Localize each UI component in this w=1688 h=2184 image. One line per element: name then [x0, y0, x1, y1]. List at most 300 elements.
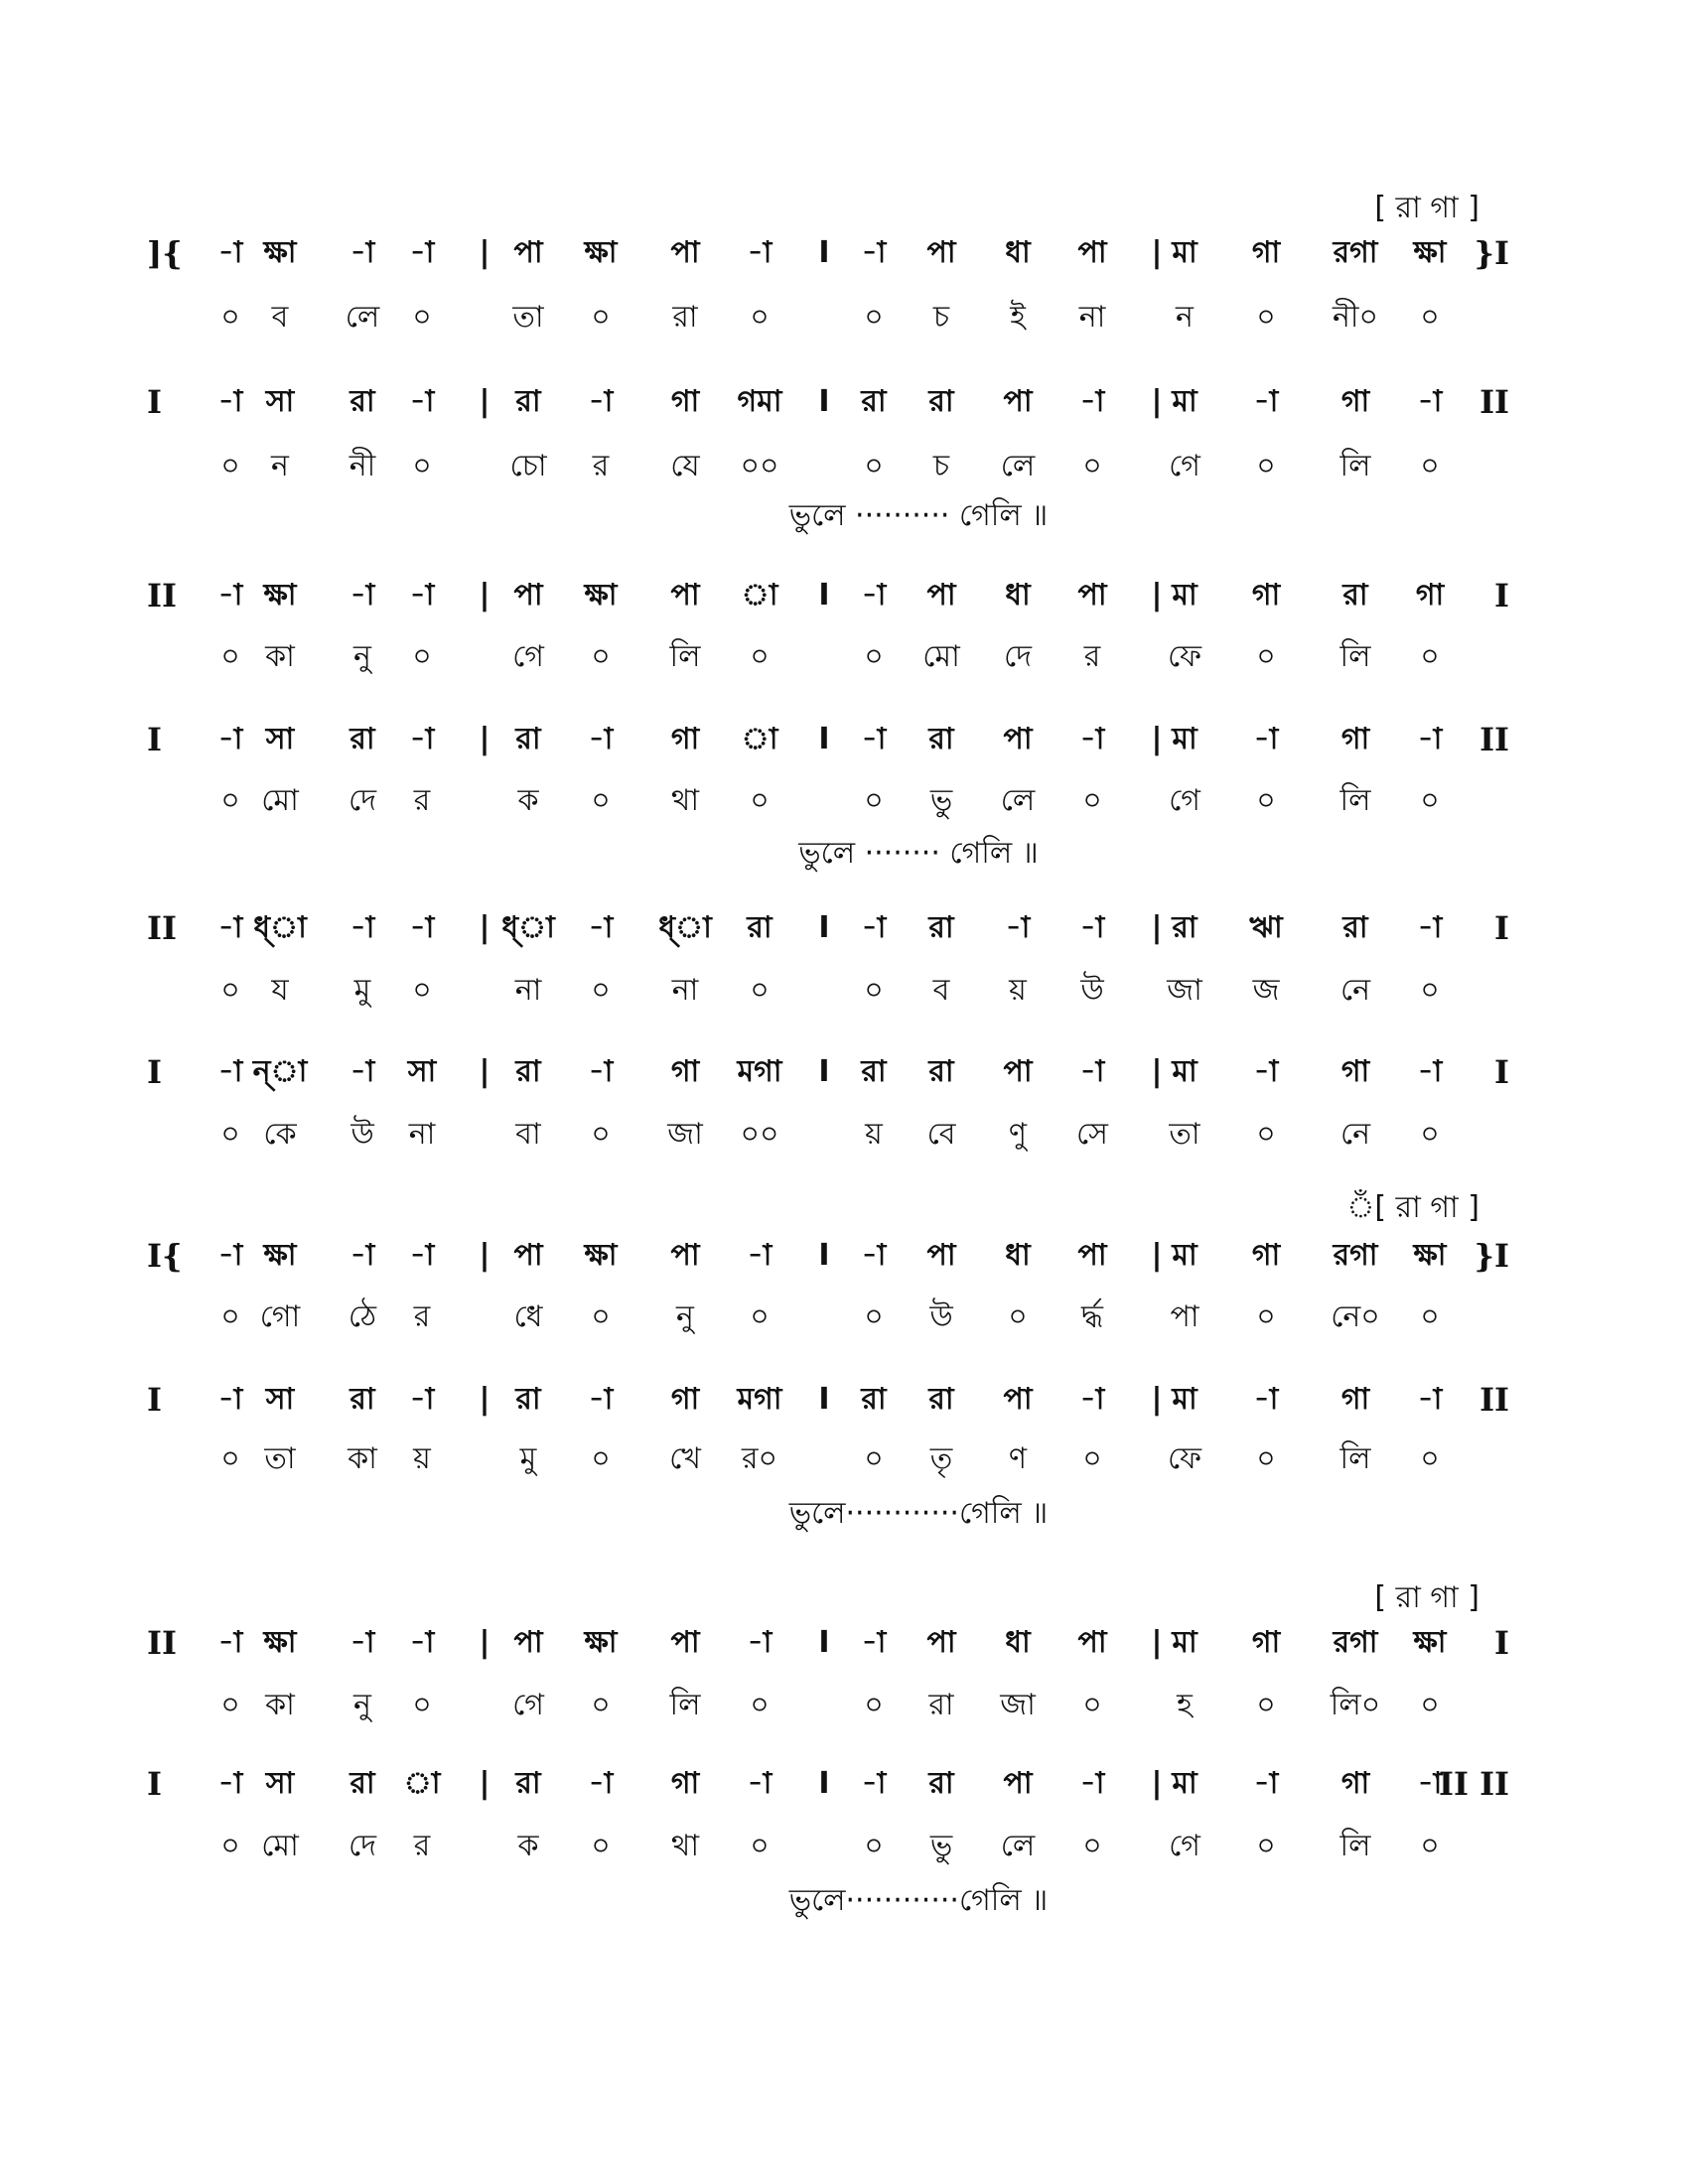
note-cell: সা: [407, 1054, 437, 1089]
note-cell: -া: [217, 1766, 243, 1801]
note-cell: -া: [861, 1625, 887, 1660]
lyric-cell: র্দ্ধ: [1080, 1299, 1104, 1334]
lyric-cell: মো: [922, 639, 960, 674]
lyric-cell: ০: [591, 1299, 611, 1334]
note-cell: -া: [747, 1766, 773, 1801]
bar-marker-start: I: [147, 1765, 162, 1803]
note-cell: -া: [588, 384, 614, 419]
lyric-cell: জ: [1252, 973, 1280, 1008]
note-cell: মা: [1172, 578, 1197, 613]
lyric-cell: নু: [676, 1299, 694, 1334]
lyric-cell: ০: [1256, 1441, 1276, 1476]
lyrics-line: [0, 288, 1688, 347]
bar-divider: |: [1151, 1054, 1163, 1089]
bar-marker-start: I: [147, 721, 162, 758]
note-cell: পা: [670, 1625, 700, 1660]
bar-marker-start: I: [147, 1381, 162, 1419]
lyrics-line: [0, 1817, 1688, 1876]
notes-line: [0, 1754, 1688, 1814]
lyric-cell: তৃ: [929, 1441, 953, 1476]
note-cell: -া: [588, 910, 614, 945]
lyric-cell: র: [592, 449, 610, 483]
note-cell: মা: [1172, 384, 1197, 419]
note-cell: ঋা: [1249, 910, 1283, 945]
note-cell: রগা: [1333, 1625, 1378, 1660]
lyric-cell: লি: [669, 639, 701, 674]
note-cell: -া: [588, 1054, 614, 1089]
note-cell: -া: [861, 235, 887, 270]
notes-line: [0, 566, 1688, 625]
bar-marker-end: I: [1494, 1624, 1509, 1662]
note-cell: গা: [1340, 1766, 1370, 1801]
note-cell: -া: [409, 722, 435, 756]
lyric-cell: লি: [669, 1688, 701, 1722]
note-cell: গা: [1340, 384, 1370, 419]
lyric-cell: লে: [345, 300, 380, 335]
lyric-cell: ০: [750, 973, 770, 1008]
lyric-cell: তা: [512, 300, 544, 335]
lyric-cell: য়: [413, 1441, 431, 1476]
lyric-cell: ০০: [740, 1117, 779, 1152]
note-cell: রা: [515, 722, 541, 756]
note-cell: -া: [861, 722, 887, 756]
lyric-cell: ০: [864, 449, 884, 483]
lyric-cell: না: [408, 1117, 436, 1152]
lyric-cell: উ: [929, 1299, 953, 1334]
note-cell: -া: [1253, 384, 1279, 419]
bar-marker-start: I: [147, 383, 162, 421]
lyric-cell: লি: [1339, 639, 1371, 674]
lyric-cell: ণ: [1008, 1441, 1028, 1476]
lyric-cell: ০: [750, 1688, 770, 1722]
bar-divider: |: [1151, 384, 1163, 419]
note-cell: -া: [747, 1625, 773, 1660]
bar-divider: |: [1151, 1238, 1163, 1273]
lyric-cell: লে: [1000, 1829, 1036, 1863]
lyric-cell: তা: [1169, 1117, 1200, 1152]
lyric-cell: গে: [512, 639, 544, 674]
lyric-cell: বে: [926, 1117, 956, 1152]
lyric-cell: মো: [261, 783, 299, 818]
bar-marker-end: }I: [1474, 234, 1509, 272]
lyric-cell: ০: [412, 639, 432, 674]
lyric-cell: ০: [1420, 783, 1440, 818]
note-cell: রা: [515, 384, 541, 419]
lyric-cell: ০: [1082, 783, 1102, 818]
lyric-cell: ০০: [740, 449, 779, 483]
bar-divider: I: [818, 1238, 830, 1273]
lyric-cell: ০: [1420, 1441, 1440, 1476]
lyric-cell: ০: [591, 639, 611, 674]
note-cell: পা: [1077, 1625, 1107, 1660]
note-cell: রা: [515, 1766, 541, 1801]
notes-line: [0, 710, 1688, 769]
note-cell: -া: [217, 1382, 243, 1417]
bar-divider: I: [818, 1625, 830, 1660]
lyric-cell: ণু: [1008, 1117, 1028, 1152]
note-cell: -া: [588, 1382, 614, 1417]
note-cell: ক্ষা: [584, 1625, 618, 1660]
lyric-cell: নে: [1339, 1117, 1371, 1152]
notes-line: [0, 1042, 1688, 1102]
note-cell: গা: [1340, 1382, 1370, 1417]
lyric-cell: ০: [591, 973, 611, 1008]
note-cell: ধা: [1005, 235, 1031, 270]
lyric-cell: লি০: [1330, 1688, 1381, 1722]
lyric-cell: পা: [1170, 1299, 1199, 1334]
note-cell: -া: [350, 1054, 375, 1089]
bar-divider: |: [479, 1766, 491, 1801]
lyric-cell: র: [413, 783, 431, 818]
lyric-cell: ন: [271, 449, 289, 483]
note-cell: পা: [670, 235, 700, 270]
lyric-cell: হ: [1177, 1688, 1193, 1722]
note-cell: গা: [1340, 1054, 1370, 1089]
note-cell: মা: [1172, 1382, 1197, 1417]
lyric-cell: র: [413, 1829, 431, 1863]
refrain-line: [0, 829, 1688, 880]
lyric-cell: ০: [412, 449, 432, 483]
note-cell: পা: [513, 235, 543, 270]
lyric-cell: ০: [1008, 1299, 1028, 1334]
lyric-cell: ০: [1420, 639, 1440, 674]
bar-divider: |: [1151, 1766, 1163, 1801]
bar-marker-start: II: [147, 909, 177, 947]
bar-divider: I: [818, 578, 830, 613]
note-cell: ন্া: [252, 1054, 308, 1089]
bar-marker-end: I: [1494, 577, 1509, 614]
note-cell: -া: [217, 235, 243, 270]
lyric-cell: নে০: [1331, 1299, 1380, 1334]
lyrics-line: [0, 771, 1688, 831]
note-cell: -া: [1417, 1054, 1443, 1089]
note-cell: া: [403, 1766, 441, 1801]
note-cell: ক্ষা: [263, 578, 297, 613]
lyric-cell: জা: [1167, 973, 1202, 1008]
lyric-cell: লি: [1339, 1441, 1371, 1476]
note-cell: ধা: [1005, 1625, 1031, 1660]
bar-divider: |: [1151, 1382, 1163, 1417]
lyric-cell: ০: [1082, 1688, 1102, 1722]
note-cell: -া: [350, 235, 375, 270]
lyric-cell: লি: [1339, 449, 1371, 483]
note-cell: -া: [1005, 910, 1031, 945]
notes-line: [0, 1226, 1688, 1286]
note-cell: গা: [670, 1382, 700, 1417]
note-cell: পা: [926, 1625, 956, 1660]
note-cell: -া: [1417, 384, 1443, 419]
note-cell: -া: [409, 235, 435, 270]
bar-divider: |: [479, 578, 491, 613]
lyric-cell: লি: [1339, 1829, 1371, 1863]
lyric-cell: র০: [741, 1441, 778, 1476]
lyric-cell: ক: [517, 783, 539, 818]
note-cell: ধ্া: [501, 910, 555, 945]
note-cell: ধ্া: [253, 910, 307, 945]
note-cell: পা: [513, 578, 543, 613]
bar-divider: |: [479, 910, 491, 945]
refrain-text: ভুলে············গেলি ॥: [788, 1883, 1049, 1918]
lyric-cell: ন: [1176, 300, 1194, 335]
lyric-cell: জা: [1000, 1688, 1036, 1722]
note-cell: রা: [928, 1382, 954, 1417]
lyric-cell: ০: [1256, 300, 1276, 335]
lyric-cell: ০: [1256, 449, 1276, 483]
note-cell: গা: [670, 384, 700, 419]
note-cell: -া: [217, 578, 243, 613]
note-cell: -া: [350, 1625, 375, 1660]
lyric-cell: ০: [750, 1299, 770, 1334]
lyric-cell: ০: [220, 973, 240, 1008]
note-cell: -া: [217, 1625, 243, 1660]
bar-divider: |: [1151, 578, 1163, 613]
bar-divider: |: [1151, 1625, 1163, 1660]
lyrics-line: [0, 961, 1688, 1021]
note-cell: রা: [928, 910, 954, 945]
raga-label: [ রা গা ]: [1374, 1580, 1479, 1615]
note-cell: ধ্া: [658, 910, 712, 945]
lyric-cell: ০: [864, 1829, 884, 1863]
note-cell: -া: [747, 1238, 773, 1273]
note-cell: রা: [350, 1766, 375, 1801]
notes-line: [0, 898, 1688, 958]
note-cell: ক্ষা: [1413, 1625, 1447, 1660]
lyric-cell: কা: [265, 639, 295, 674]
note-cell: রা: [747, 910, 773, 945]
note-cell: -া: [1417, 722, 1443, 756]
note-cell: রা: [515, 1054, 541, 1089]
lyric-cell: নী০: [1333, 300, 1378, 335]
lyric-cell: ০: [591, 1441, 611, 1476]
note-cell: -া: [588, 722, 614, 756]
note-cell: -া: [409, 384, 435, 419]
lyric-cell: ০: [220, 1117, 240, 1152]
note-cell: -া: [217, 384, 243, 419]
note-cell: রা: [350, 384, 375, 419]
lyric-cell: ০: [1420, 973, 1440, 1008]
lyric-cell: লে: [1000, 449, 1036, 483]
bar-divider: |: [1151, 722, 1163, 756]
note-cell: -া: [1079, 1382, 1105, 1417]
lyric-cell: ভু: [929, 1829, 953, 1863]
bar-marker-end: I: [1494, 909, 1509, 947]
bar-marker-start: I{: [147, 1237, 183, 1275]
refrain-line: [0, 491, 1688, 542]
note-cell: রা: [861, 1382, 887, 1417]
lyric-cell: ০: [1420, 300, 1440, 335]
note-cell: পা: [926, 235, 956, 270]
note-cell: রা: [1342, 910, 1368, 945]
note-cell: গা: [670, 1766, 700, 1801]
bar-divider: I: [818, 235, 830, 270]
note-cell: পা: [1003, 1054, 1033, 1089]
note-cell: পা: [1077, 235, 1107, 270]
note-cell: গমা: [737, 384, 782, 419]
raga-label: [ রা গা ]: [1374, 191, 1479, 225]
note-cell: সা: [265, 722, 295, 756]
lyric-cell: ০: [1256, 783, 1276, 818]
note-cell: রা: [928, 1766, 954, 1801]
note-cell: -া: [1253, 1054, 1279, 1089]
lyric-cell: না: [514, 973, 542, 1008]
lyric-cell: ০: [864, 1688, 884, 1722]
note-cell: রা: [861, 1054, 887, 1089]
lyric-cell: নে: [1339, 973, 1371, 1008]
lyrics-line: [0, 1288, 1688, 1347]
note-cell: পা: [513, 1238, 543, 1273]
note-cell: ক্ষা: [263, 1625, 297, 1660]
bar-divider: I: [818, 1766, 830, 1801]
lyric-cell: ০: [1420, 1688, 1440, 1722]
note-cell: -া: [1079, 384, 1105, 419]
note-cell: গা: [1251, 1238, 1281, 1273]
lyric-cell: ০: [220, 300, 240, 335]
note-cell: পা: [926, 578, 956, 613]
lyric-cell: ০: [750, 300, 770, 335]
bar-marker-start: II: [147, 577, 177, 614]
lyric-cell: ক: [517, 1829, 539, 1863]
note-cell: সা: [265, 384, 295, 419]
lyric-cell: ব: [932, 973, 950, 1008]
note-cell: পা: [1003, 1382, 1033, 1417]
lyric-cell: ০: [864, 300, 884, 335]
lyric-cell: ই: [1010, 300, 1026, 335]
note-cell: রগা: [1333, 1238, 1378, 1273]
lyric-cell: ০: [591, 1117, 611, 1152]
lyric-cell: তা: [264, 1441, 296, 1476]
lyric-cell: ০: [864, 1441, 884, 1476]
note-cell: -া: [409, 1382, 435, 1417]
note-cell: -া: [1253, 1766, 1279, 1801]
note-cell: -া: [409, 1238, 435, 1273]
note-cell: -া: [861, 1238, 887, 1273]
note-cell: -া: [1417, 1382, 1443, 1417]
note-cell: রা: [928, 1054, 954, 1089]
refrain-text: ভুলে············গেলি ॥: [788, 1496, 1049, 1531]
note-cell: মা: [1172, 1238, 1197, 1273]
lyric-cell: উ: [1080, 973, 1104, 1008]
lyric-cell: গে: [512, 1688, 544, 1722]
note-cell: -া: [861, 578, 887, 613]
lyric-cell: ০: [220, 639, 240, 674]
note-cell: রা: [928, 722, 954, 756]
lyric-cell: গে: [1169, 449, 1200, 483]
note-cell: -া: [1417, 1766, 1443, 1801]
lyric-cell: জা: [667, 1117, 703, 1152]
note-cell: ক্ষা: [263, 1238, 297, 1273]
lyric-cell: য়: [865, 1117, 883, 1152]
note-cell: -া: [1079, 1766, 1105, 1801]
note-cell: গা: [670, 1054, 700, 1089]
lyric-cell: ০: [220, 783, 240, 818]
lyric-cell: ০: [864, 1299, 884, 1334]
lyric-cell: ০: [1256, 639, 1276, 674]
bar-divider: I: [818, 1054, 830, 1089]
lyric-cell: ০: [1256, 1829, 1276, 1863]
note-cell: রগা: [1333, 235, 1378, 270]
note-cell: -া: [350, 578, 375, 613]
lyric-cell: র: [1083, 639, 1101, 674]
lyric-cell: নী: [349, 449, 376, 483]
note-cell: -া: [217, 1054, 243, 1089]
lyric-cell: ঠে: [348, 1299, 377, 1334]
lyric-cell: ০: [864, 783, 884, 818]
note-cell: -া: [1253, 1382, 1279, 1417]
note-cell: ক্ষা: [584, 578, 618, 613]
lyric-cell: থা: [670, 783, 700, 818]
note-cell: -া: [409, 910, 435, 945]
note-cell: গা: [1340, 722, 1370, 756]
note-cell: মা: [1172, 1625, 1197, 1660]
note-cell: -া: [1079, 910, 1105, 945]
note-cell: সা: [265, 1382, 295, 1417]
note-cell: পা: [670, 1238, 700, 1273]
lyric-cell: রা: [928, 1688, 954, 1722]
lyric-cell: চো: [509, 449, 547, 483]
refrain-text: ভুলে ········ গেলি ॥: [798, 836, 1039, 871]
bar-divider: |: [479, 1625, 491, 1660]
bar-divider: |: [479, 722, 491, 756]
note-cell: গা: [1251, 578, 1281, 613]
note-cell: পা: [926, 1238, 956, 1273]
note-cell: -া: [409, 1625, 435, 1660]
lyric-cell: ০: [1420, 1117, 1440, 1152]
note-cell: গা: [1251, 235, 1281, 270]
notes-line: [0, 372, 1688, 432]
note-cell: ক্ষা: [1413, 1238, 1447, 1273]
lyric-cell: উ: [351, 1117, 374, 1152]
note-cell: ক্ষা: [584, 235, 618, 270]
note-cell: া: [741, 578, 778, 613]
note-cell: -া: [409, 578, 435, 613]
note-cell: ক্ষা: [263, 235, 297, 270]
note-cell: পা: [1003, 384, 1033, 419]
lyric-cell: ব: [271, 300, 289, 335]
notes-line: [0, 223, 1688, 283]
lyric-cell: ০: [1256, 1299, 1276, 1334]
lyric-cell: ফে: [1167, 639, 1202, 674]
note-cell: পা: [1077, 1238, 1107, 1273]
note-cell: মা: [1172, 1766, 1197, 1801]
lyric-cell: মু: [519, 1441, 537, 1476]
bar-divider: |: [479, 235, 491, 270]
note-cell: রা: [1342, 578, 1368, 613]
bar-divider: I: [818, 910, 830, 945]
lyric-cell: ফে: [1167, 1441, 1202, 1476]
lyric-cell: ০: [412, 300, 432, 335]
lyrics-line: [0, 627, 1688, 687]
lyric-cell: ০: [1082, 1441, 1102, 1476]
lyric-cell: ০: [412, 1688, 432, 1722]
bar-divider: |: [479, 1054, 491, 1089]
refrain-text: ভুলে ·········· গেলি ॥: [788, 498, 1049, 533]
lyric-cell: ০: [750, 1829, 770, 1863]
note-cell: পা: [1003, 722, 1033, 756]
bar-divider: |: [479, 1238, 491, 1273]
note-cell: -া: [217, 910, 243, 945]
notes-line: [0, 1370, 1688, 1430]
bar-marker-start: I: [147, 1053, 162, 1091]
note-cell: রা: [928, 384, 954, 419]
lyric-cell: ভু: [929, 783, 953, 818]
lyric-cell: মো: [261, 1829, 299, 1863]
note-cell: -া: [217, 722, 243, 756]
note-cell: -া: [861, 1766, 887, 1801]
lyric-cell: ০: [412, 973, 432, 1008]
bar-marker-end: }I: [1474, 1237, 1509, 1275]
bar-marker-end: II: [1479, 1381, 1509, 1419]
note-cell: গা: [670, 722, 700, 756]
